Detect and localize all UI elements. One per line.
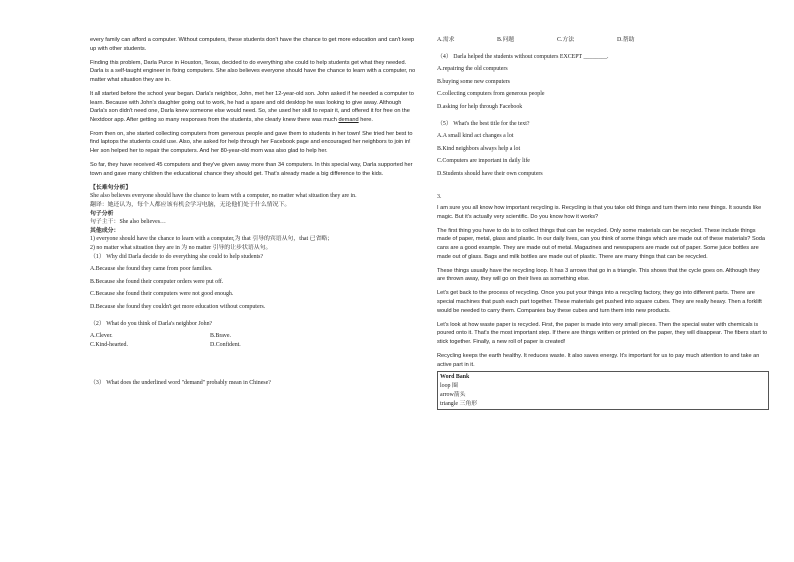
question-5: （5） What's the best title for the text? (437, 120, 530, 127)
question-4: （4） Darla helped the students without computers EXCEPT ________. (437, 53, 609, 60)
recycling-paragraph-4: Let's get back to the process of recycling. Once you put your things into a recycling factory, they go into different parts. There are special machines that push each part together. These materials get pushed into square cubes. They are really heavy. Then a forklift would be needed to carry them. Companies buy these cubes and turn them into new products. (437, 290, 762, 314)
analysis-title: 【长难句分析】 (90, 184, 132, 191)
q2-options-row-2 (90, 341, 416, 350)
questions-block (437, 36, 769, 201)
q1-option-a[interactable]: A.Because she found they came from poor families. (90, 266, 213, 273)
q2-options-row-1 (90, 332, 416, 341)
sentence-analysis (90, 184, 416, 388)
q5-option-d[interactable]: D.Students should have their own computers (437, 170, 543, 177)
passage-number: 3. (437, 193, 442, 200)
q4-option-c[interactable]: C.collecting computers from generous people (437, 91, 545, 98)
recycling-paragraph-6: Recycling keeps the earth healthy. It reduces waste. It also saves energy. It's important for us to pay much attention to and take an active part in it. (437, 352, 760, 368)
recycling-paragraph-1: I am sure you all know how important recycling is. Recycling is that you take old things and turn them into new things. It sounds like magic. But it's actually very scientific. Do you know how it works? (437, 205, 762, 220)
q3-option-b[interactable]: B.问题 (497, 37, 515, 43)
question-2: （2） What do you think of Darla's neighbor John? (90, 320, 213, 327)
q3-option-d[interactable]: D.帮助 (617, 37, 635, 43)
q1-option-c[interactable]: C.Because she found their computers were not good enough. (90, 291, 234, 298)
q4-option-d[interactable]: D.asking for help through Facebook (437, 103, 523, 110)
recycling-paragraph-2: The first thing you have to do is to collect things that can be recycled. Only some materials can be recycled. These include things made of paper, metal, glass and plastic. In our daily lives, can you think of some things which are made out of these materials? Soda cans are a good example. They are made out of metal. Magazines and newspapers are made out of paper. Some juice bottles are made out of glass. Bags and milk bottles are made out of plastic. There are many things that can be recycled. (437, 227, 766, 260)
word-bank-item: arrow箭头 (440, 391, 466, 398)
q1-option-d[interactable]: D.Because she found they couldn't get more education without computers. (90, 303, 266, 310)
recycling-paragraph-3: These things usually have the recycling loop. It has 3 arrows that go in a triangle. This shows that the cycle goes on. Although they are thrown away, they will go on their lives as something else. (437, 267, 760, 283)
paragraph-sofar: So far, they have received 45 computers and they've given away more than 34 computers. In this special way, Darla supported her town and gave many children the educational chance they should get. That's already made a big difference to the kids. (90, 162, 413, 177)
analysis-main-clause: 句子主干：She also believes… (90, 219, 166, 226)
word-bank-box (437, 371, 769, 410)
analysis-sentence: She also believes everyone should have the chance to learn with a computer, no matter what situation they are in. (90, 193, 357, 200)
q4-option-b[interactable]: B.buying some new computers (437, 78, 510, 85)
analysis-point-1: 1) everyone should have the chance to learn with a computer,为 that 引导的宾语从句，that 已省略； (90, 236, 334, 243)
q5-option-b[interactable]: B.Kind neighbors always help a lot (437, 145, 521, 152)
recycling-paragraph-5: Let's look at how waste paper is recycled. First, the paper is made into very small pieces. Then the special water with chemicals is poured onto it. That's the most important step. If there are things written or printed on the paper, they will disappear. The fibers start to stick together. Finally, a new roll of paper is created! (437, 321, 768, 345)
q1-option-b[interactable]: B.Because she found their computer orders were put off. (90, 278, 224, 285)
right-column (437, 36, 769, 410)
q3-option-c[interactable]: C.方法 (557, 37, 575, 43)
word-bank-item: triangle 三角形 (440, 400, 478, 407)
q2-option-a[interactable]: A.Clever. (90, 333, 113, 340)
q5-option-a[interactable]: A.A small kind act changes a lot (437, 133, 514, 140)
paragraph-start-end: here. (358, 116, 373, 123)
question-1: （1） Why did Darla decide to do everything she could to help students? (90, 253, 264, 260)
paragraph-finding: Finding this problem, Darla Purce in Houston, Texas, decided to do everything she could to help students get what they needed. Darla is a self-taught engineer in fixing computers. She also believes everyone should have the chance to learn with a computer, no matter what situation they are in. (90, 59, 416, 83)
q5-option-c[interactable]: C.Computers are important in daily life (437, 158, 530, 165)
analysis-translation: 翻译：她还认为，每个人都应该有机会学习电脑，无论他们处于什么情况下。 (90, 202, 291, 208)
analysis-other-heading: 其他成分： (90, 227, 120, 234)
q2-option-d[interactable]: D.Confident. (210, 341, 241, 348)
underlined-word-demand: demand (338, 116, 359, 123)
analysis-point-2: 2) no matter what situation they are in 为 no matter 引导的让步状语从句。 (90, 244, 272, 251)
question-3: （3） What does the underlined word "demand" probably mean in Chinese? (90, 380, 271, 387)
q4-option-a[interactable]: A.repairing the old computers (437, 66, 508, 73)
word-bank-item: loop 圈 (440, 382, 458, 389)
paragraph-intro: every family can afford a computer. Without computers, these students don't have the chance to get more education and can't keep up with other students. (90, 37, 415, 52)
paragraph-then: From then on, she started collecting computers from generous people and gave them to students in her town! She tried her best to find laptops the students could use. Also, she asked for help through her Facebook page and encouraged her neighbors to join in! Her son helped her to repair the computers. And her 80-year-old mom was also glad to help her. (90, 130, 413, 155)
paragraph-start-text: It all started before the school year began. Darla's neighbor, John, met her 12-year-old son. John asked if he needed a computer to learn. Because with John's daughter going out to work, he had a spare and old desktop he was looking to give away. Although Darla's son didn't need one, Darla knew someone else would need. So, she used her skill to repair it, and offered it for free on the Nextdoor app. After getting so many responses from the students, she clearly knew there was much (90, 90, 414, 123)
analysis-structure-heading: 句子分析 (90, 210, 114, 217)
q2-option-c[interactable]: C.Kind-hearted. (90, 341, 128, 348)
q3-options-row (437, 36, 769, 45)
q2-option-b[interactable]: B.Brave. (210, 333, 231, 340)
paragraph-start (90, 90, 416, 124)
word-bank-title: Word Bank (440, 374, 470, 381)
left-column (90, 36, 416, 388)
q3-option-a[interactable]: A.需求 (437, 37, 455, 43)
